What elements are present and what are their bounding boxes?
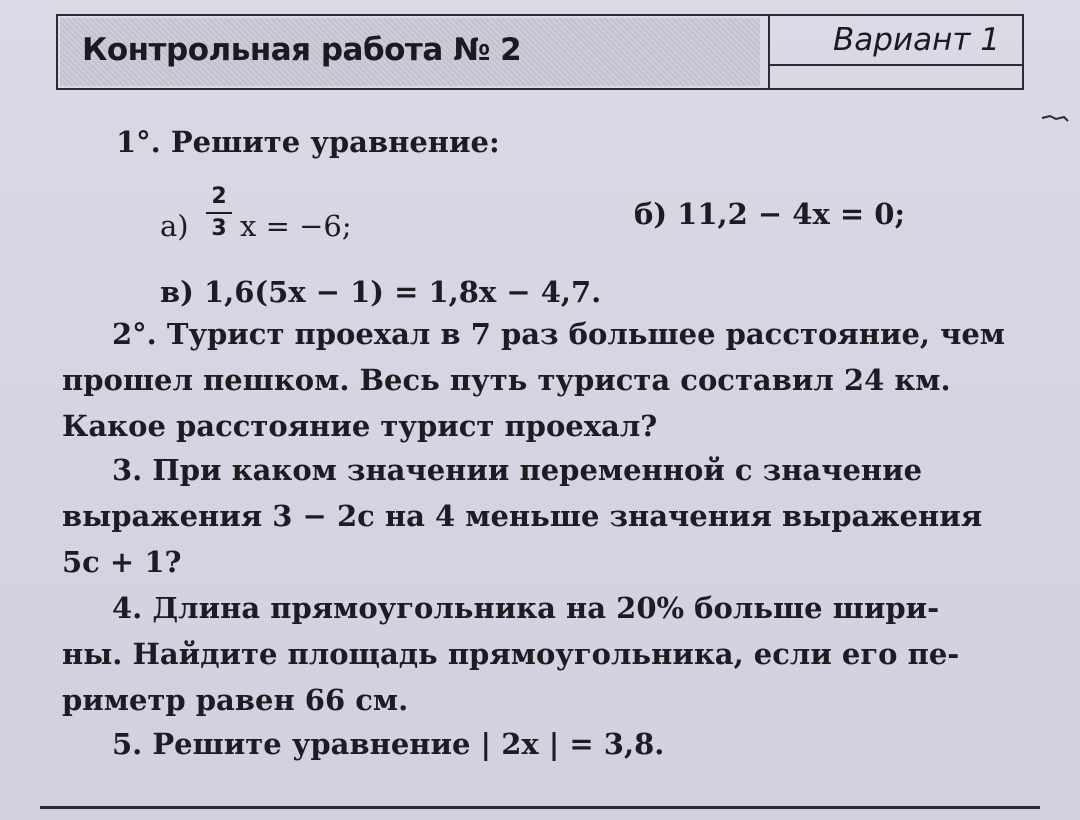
task2-line3: Какое расстояние турист проехал? [62, 409, 658, 443]
fraction-bar [206, 212, 232, 214]
task1-a-equation: x = −6; [240, 209, 352, 243]
task3-line3: 5c + 1? [62, 545, 182, 579]
worksheet-header [56, 14, 1024, 90]
task3-line2: выражения 3 − 2c на 4 меньше значения выражения [62, 499, 983, 533]
header-title-cell [60, 18, 760, 86]
task2-line2: прошел пешком. Весь путь туриста составил 24 км. [62, 363, 951, 397]
task1-b-equation: б) 11,2 − 4x = 0; [634, 197, 906, 231]
pen-mark-icon [1040, 112, 1070, 126]
task5-line1: 5. Решите уравнение | 2x | = 3,8. [112, 727, 665, 761]
task1-heading: 1°. Решите уравнение: [116, 125, 500, 159]
fraction-denominator: 3 [211, 216, 227, 241]
task3-line1: 3. При каком значении переменной c значение [112, 453, 923, 487]
task1-c-equation: в) 1,6(5x − 1) = 1,8x − 4,7. [160, 275, 602, 309]
task1-a-fraction [202, 184, 236, 242]
variant-label: Вариант 1 [833, 22, 1000, 58]
task2-line1: 2°. Турист проехал в 7 раз большее расстояние, чем [112, 317, 1005, 351]
bottom-rule [40, 806, 1040, 809]
task4-line2: ны. Найдите площадь прямоугольника, если его пе- [62, 637, 960, 671]
task1-a-label: а) [160, 209, 189, 243]
header-variant-cell [770, 16, 1022, 66]
worksheet-title: Контрольная работа № 2 [82, 32, 522, 68]
fraction-numerator: 2 [211, 184, 227, 209]
task4-line3: риметр равен 66 см. [62, 683, 409, 717]
task4-line1: 4. Длина прямоугольника на 20% больше шири- [112, 591, 940, 625]
